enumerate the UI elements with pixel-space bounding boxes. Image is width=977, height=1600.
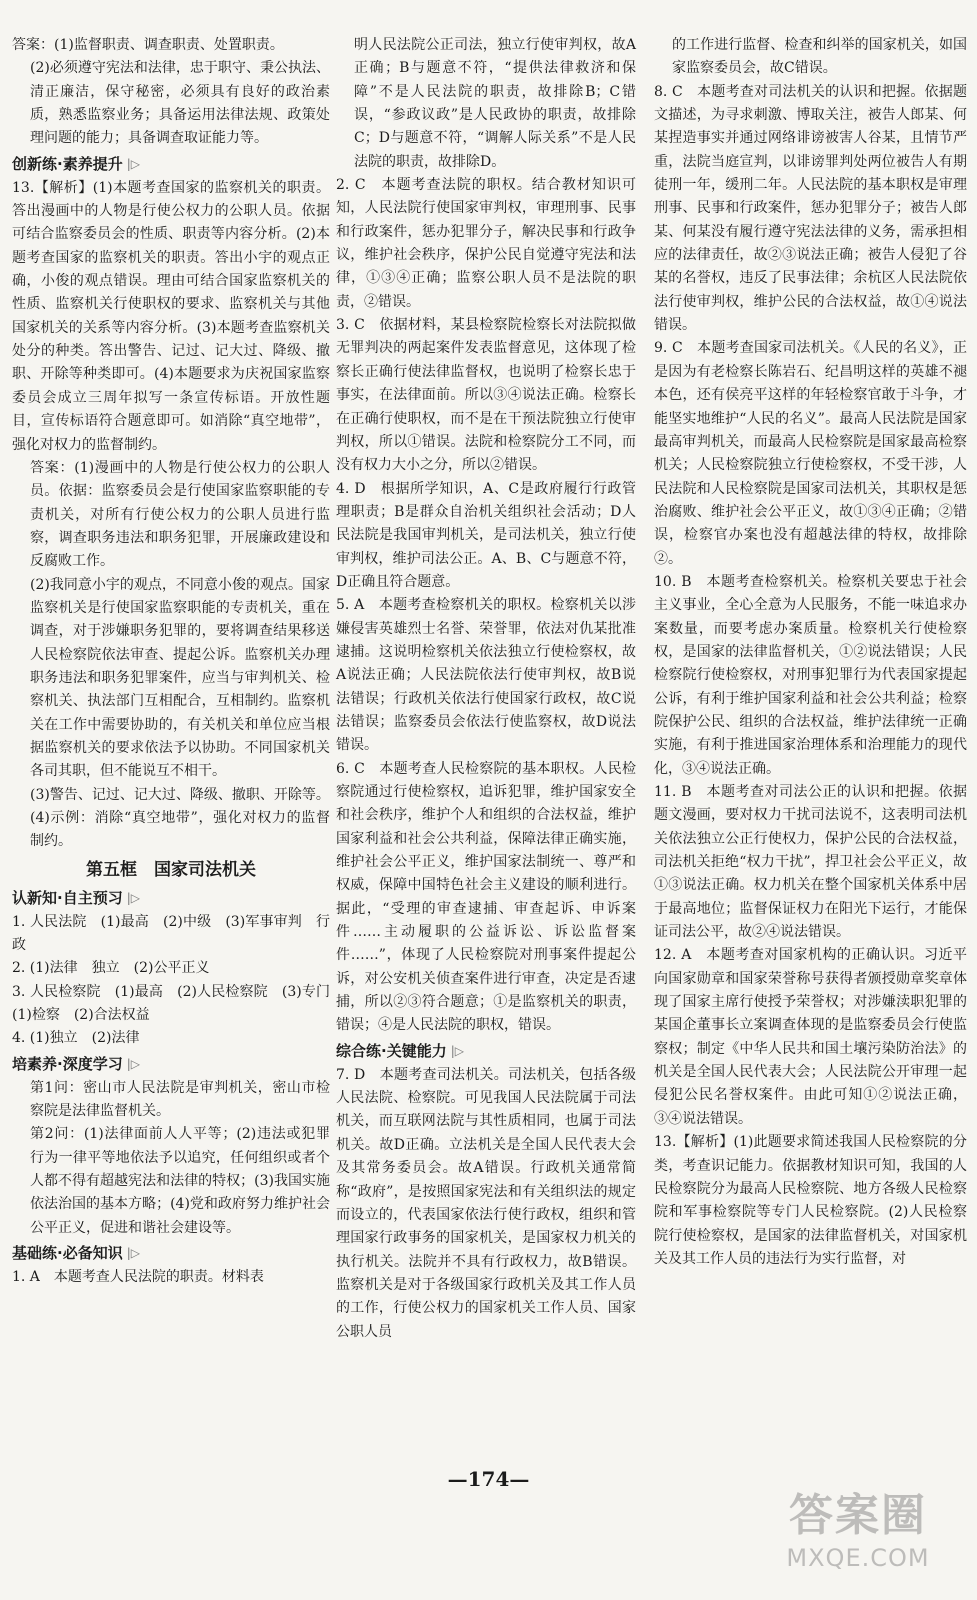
answer-paragraph: 13.【解析】(1)本题考查国家的监察机关的职责。答出漫画中的人物是行使公权力的公职人员。依据可结合监察委员会的性质、职责等内容分析。(2)本题考查国家的监察机关的职责。答出小宇的观点正确，小俊的观点错误。理由可结合国家监察机关的性质、监察机关行使职权的要求、监察机关与其他国家机关的关系等内容分析。(3)本题考查监察机关处分的种类。答出警告、记过、记大过、降级、撤职、开除等种类即可。(4)本题要求为庆祝国家监察委员会成立三周年拟写一条宣传标语。开放性题目，宣传标语符合题意即可。如消除“真空地带”，强化对权力的监督制约。 <box>12 179 330 453</box>
answer-paragraph: (4)示例：消除“真空地带”，强化对权力的监督制约。 <box>30 810 330 850</box>
answer-paragraph: 9. C 本题考查国家司法机关。《人民的名义》，正是因为有老检察长陈岩石、纪昌明这样的英雄不褪本色，还有侯亮平这样的年轻检察官敢于斗争，才能坚实地维护“人民的名义”。最高人民法院是国家最高审判机关，而最高人民检察院是国家最高检察机关；人民检察院独立行使检察权，不受干涉，人民法院和人民检察院是国家司法机关，其职权是惩治腐败、维护社会公平正义，故①③④正确；②错误，检察官办案也没有超越法律的特权，故排除②。 <box>654 340 967 567</box>
answer-paragraph: 答案：(1)漫画中的人物是行使公权力的公职人员。依据：监察委员会是行使国家监察职能的专责机关，对所有行使公权力的公职人员进行监察，调查职务违法和职务犯罪，开展廉政建设和反腐败工作。 <box>30 459 330 570</box>
middle-column <box>336 34 636 1344</box>
answer-paragraph: 6. C 本题考查人民检察院的基本职权。人民检察院通过行使检察权，追诉犯罪，维护国家安全和社会秩序，维护个人和组织的合法权益，维护国家利益和社会公共利益，保障法律正确实施，维护社会公平正义，维护国家法制统一、尊严和权威，保障中国特色社会主义建设的顺利进行。据此，“受理的审查逮捕、审查起诉、申诉案件……主动履职的公益诉讼、诉讼监督案件……”，体现了人民检察院对刑事案件提起公诉，对公安机关侦查案件进行审查，决定是否逮捕，所以②③符合题意；①是监察机关的职责，错误；④是人民法院的职权，错误。 <box>336 760 636 1034</box>
answer-paragraph: 明人民法院公正司法，独立行使审判权，故A正确；B与题意不符，“提供法律救济和保障”不是人民法院的职责，故排除B；C错误，“参政议政”是人民政协的职责，故排除C；D与题意不符，“调解人际关系”不是人民法院的职责，故排除D。 <box>354 37 636 170</box>
section-arrow-icon: |▷ <box>126 1246 140 1261</box>
section-heading-label: 创新练·素养提升 <box>12 154 123 173</box>
section-heading <box>12 1051 330 1077</box>
section-heading <box>12 151 330 177</box>
section-heading-label: 综合练·关键能力 <box>336 1041 447 1060</box>
answer-paragraph: 2. (1)法律 独立 (2)公平正义 <box>12 960 210 977</box>
answer-paragraph: 10. B 本题考查检察机关。检察机关要忠于社会主义事业，全心全意为人民服务，不能一味追求办案数量，而要考虑办案质量。检察机关行使检察权，是国家的法律监督机关，①②说法错误；人民检察院行使检察权，对刑事犯罪行为代表国家提起公诉，有利于维护国家利益和社会公共利益；检察院保护公民、组织的合法权益，维护法律统一正确实施，有利于推进国家治理体系和治理能力的现代化，③④说法正确。 <box>654 573 967 777</box>
page-number: —174— <box>447 1467 530 1491</box>
section-arrow-icon: |▷ <box>126 1056 140 1071</box>
answer-paragraph: 13.【解析】(1)此题要求简述我国人民检察院的分类，考查识记能力。依据教材知识可知，我国的人民检察院分为最高人民检察院、地方各级人民检察院和军事检察院等专门人民检察院。(2)人民检察院行使检察权，是国家的法律监督机关，对国家机关及其工作人员的违法行为实行监督，对 <box>654 1134 967 1267</box>
answer-paragraph: 8. C 本题考查对司法机关的认识和把握。依据题文描述，为寻求刺激、博取关注，被告人郎某、何某捏造事实并通过网络诽谤被害人谷某，且情节严重，法院当庭宣判，以诽谤罪判处两位被告人有期徒刑一年，缓刑二年。人民法院的基本职权是审理刑事、民事和行政案件，惩办犯罪分子；被告人郎某、何某没有履行遵守宪法法律的义务，需承担相应的法律责任，故②③说法正确；被告人侵犯了谷某的名誉权，违反了民事法律；余杭区人民法院依法行使审判权，维护公民的合法权益，故①④说法错误。 <box>654 83 967 334</box>
answer-paragraph: (3)警告、记过、记大过、降级、撤职、开除等。 <box>30 786 330 803</box>
answer-paragraph: 11. B 本题考查对司法公正的认识和把握。依据题文漫画，要对权力干扰司法说不，这表明司法机关依法独立公正行使权力，保护公民的合法权益，司法机关拒绝“权力干扰”，捍卫社会公平正义，故①③说法正确。权力机关在整个国家机关体系中居于最高地位；监督保证权力在阳光下运行，才能保证司法公平，故②④说法错误。 <box>654 784 967 941</box>
answer-paragraph: (2)必须遵守宪法和法律，忠于职守、秉公执法、清正廉洁，保守秘密，必须具有良好的政治素质，熟悉监察业务；具备运用法律法规、政策处理问题的能力；具备调查取证能力等。 <box>30 60 330 147</box>
answer-paragraph: 1. 人民法院 (1)最高 (2)中级 (3)军事审判 行政 <box>12 913 330 954</box>
section-heading <box>336 1038 636 1064</box>
answer-paragraph: 12. A 本题考查对国家机构的正确认识。习近平向国家勋章和国家荣誉称号获得者颁授勋章奖章体现了国家主席行使授予荣誉权；对涉嫌渎职犯罪的某国企董事长立案调查体现的是监察委员会行使监察权；制定《中华人民共和国土壤污染防治法》的机关是全国人民代表大会；人民法院公开审理一起侵犯公民名誉权案件。由此可知①②说法正确，③④说法错误。 <box>654 947 967 1127</box>
section-heading-label: 认新知·自主预习 <box>12 888 123 907</box>
section-arrow-icon: |▷ <box>126 890 140 905</box>
section-heading <box>12 1240 330 1266</box>
section-heading-label: 基础练·必备知识 <box>12 1244 123 1263</box>
section-heading-label: 培素养·深度学习 <box>12 1054 123 1073</box>
answer-paragraph: 1. A 本题考查人民法院的职责。材料表 <box>12 1269 264 1286</box>
answer-paragraph: 7. D 本题考查司法机关。司法机关，包括各级人民法院、检察院。可见我国人民法院属于司法机关，而互联网法院与其性质相同，也属于司法机关。故D正确。立法机关是全国人民代表大会及其常务委员会。故A错误。行政机关通常简称“政府”，是按照国家宪法和有关组织法的规定而设立的，代表国家依法行使行政权，组织和管理国家行政事务的国家机关，是国家权力机关的执行机关。法院并不具有行政权力，故B错误。监察机关是对于各级国家行政机关及其工作人员的工作，行使公权力的国家机关工作人员、国家公职人员 <box>336 1066 636 1340</box>
answer-paragraph: 4. D 根据所学知识，A、C是政府履行行政管理职责；B是群众自治机关组织社会活动；D人民法院是我国审判机关，是司法机关，独立行使审判权，维护司法公正。A、B、C与题意不符，D正确且符合题意。 <box>336 480 636 590</box>
answer-paragraph: 答案：(1)监督职责、调查职责、处置职责。 <box>12 37 284 53</box>
watermark-text: 答案圈 <box>789 1490 927 1541</box>
answer-paragraph: 第2问：(1)法律面前人人平等；(2)违法或犯罪行为一律平等地依法予以追究，任何组织或者个人都不得有超越宪法和法律的特权；(3)我国实施依法治国的基本方略；(4)党和政府努力维护社会公平正义，促进和谐社会建设等。 <box>30 1126 330 1236</box>
answer-paragraph: (2)我同意小宇的观点，不同意小俊的观点。国家监察机关是行使国家监察职能的专责机关，重在调查，对于涉嫌职务犯罪的，要将调查结果移送人民检察院依法审查、提起公诉。监察机关办理职务违法和职务犯罪案件，应当与审判机关、检察机关、执法部门互相配合，互相制约。监察机关在工作中需要协助的，有关机关和单位应当根据监察机关的要求依法予以协助。不同国家机关各司其职，但不能说互不相干。 <box>30 576 330 780</box>
section-heading <box>12 885 330 911</box>
lesson-title: 第五框 国家司法机关 <box>86 859 256 880</box>
right-column <box>654 34 967 1271</box>
section-arrow-icon: |▷ <box>126 156 140 171</box>
answer-paragraph: 2. C 本题考查法院的职权。结合教材知识可知，人民法院行使国家审判权，审理刑事、民事和行政案件，惩办犯罪分子，解决民事和行政争议，维护社会秩序，保护公民自觉遵守宪法和法律，①③④正确；监察公职人员不是法院的职责，②错误。 <box>336 177 636 310</box>
watermark-url: MXQE.COM <box>786 1544 930 1572</box>
answer-paragraph: 3. C 依据材料，某县检察院检察长对法院拟做无罪判决的两起案件发表监督意见，这体现了检察长正确行使法律监督权，也说明了检察长忠于事实，在法律面前。所以③④说法正确。检察长在正确行使职权，而不是在干预法院独立行使审判权，所以①错误。法院和检察院分工不同，而没有权力大小之分，所以②错误。 <box>336 317 636 474</box>
section-arrow-icon: |▷ <box>450 1043 464 1058</box>
answer-paragraph: 的工作进行监督、检查和纠举的国家机关，如国家监察委员会，故C错误。 <box>672 37 967 77</box>
answer-paragraph: 4. (1)独立 (2)法律 <box>12 1030 140 1047</box>
answer-paragraph: 5. A 本题考查检察机关的职权。检察机关以涉嫌侵害英雄烈士名誉、荣誉罪，依法对仇某批准逮捕。这说明检察机关依法独立行使检察权，故A说法正确；人民法院依法行使审判权，故B说法错误；行政机关依法行使国家行政权，故C说法错误；监察委员会依法行使监察权，故D说法错误。 <box>336 597 636 754</box>
answer-paragraph: 第1问：密山市人民法院是审判机关，密山市检察院是法律监督机关。 <box>30 1079 330 1120</box>
watermark-logo <box>753 1488 963 1593</box>
left-column <box>12 34 344 1290</box>
answer-paragraph: 3. 人民检察院 (1)最高 (2)人民检察院 (3)专门 (1)检察 (2)合法权益 <box>12 983 344 1024</box>
